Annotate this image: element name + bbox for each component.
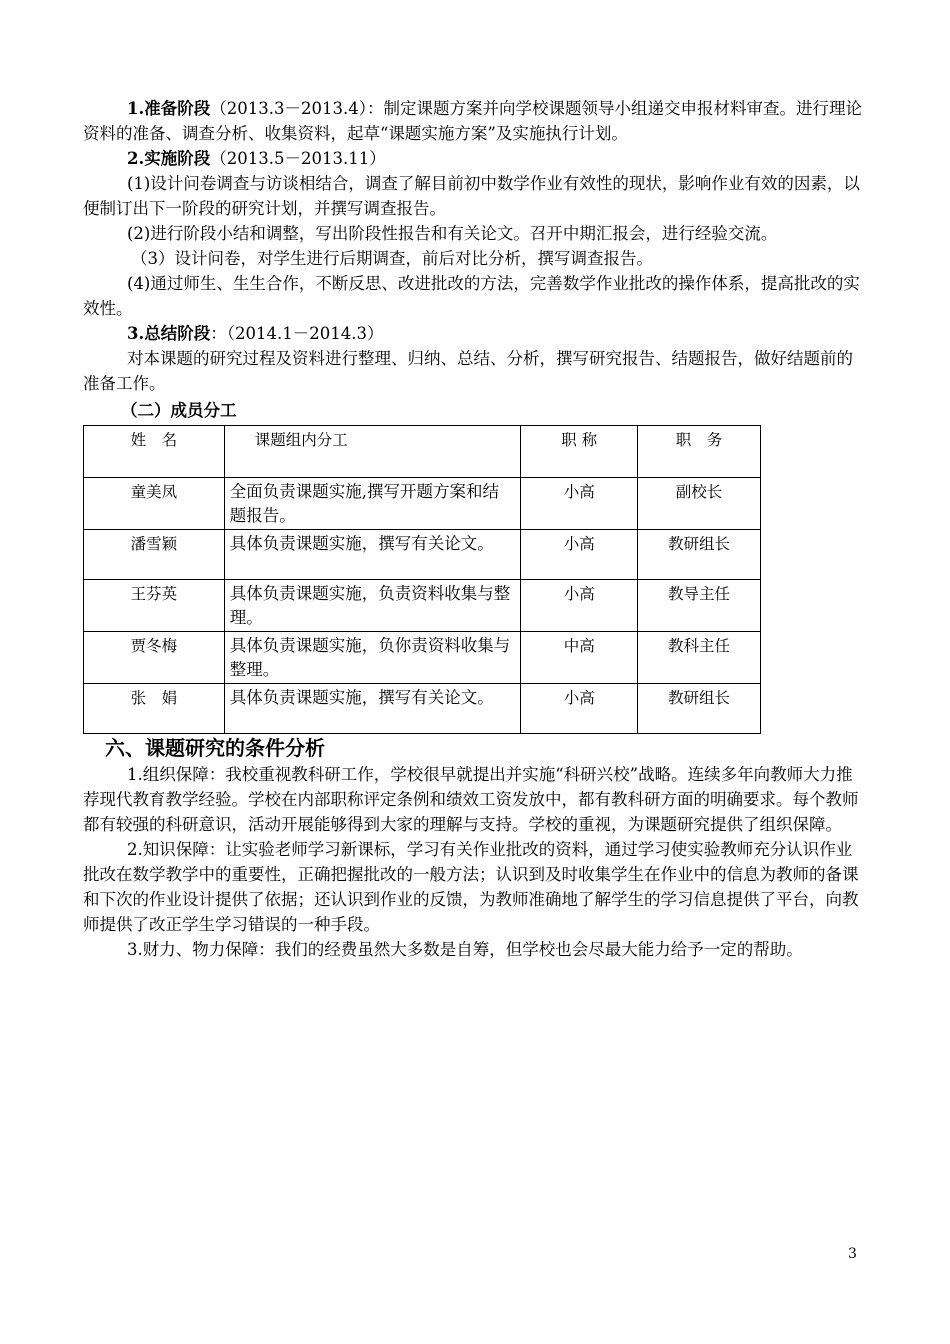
member-post: 教导主任 — [638, 580, 761, 632]
member-title: 小高 — [521, 530, 638, 580]
phase-2-heading — [83, 146, 863, 171]
table-row — [84, 684, 761, 734]
section-6-para-3: 3.财力、物力保障：我们的经费虽然大多数是自筹，但学校也会尽最大能力给予一定的帮助。 — [127, 940, 803, 959]
header-post: 职 务 — [638, 426, 761, 478]
phase-3-text: 对本课题的研究过程及资料进行整理、归纳、总结、分析，撰写研究报告、结题报告，做好结题前的准备工作。 — [83, 349, 853, 393]
phase-1-paragraph — [83, 96, 863, 146]
member-title: 小高 — [521, 684, 638, 734]
member-title: 小高 — [521, 478, 638, 530]
phase-2-item-1: (1)设计问卷调查与访谈相结合，调查了解目前初中数学作业有效性的现状，影响作业有效的因素，以便制订出下一阶段的研究计划，并撰写调查报告。 — [83, 174, 860, 218]
phase-3-range: ：（2014.1－2014.3） — [210, 324, 384, 343]
member-name: 王芬英 — [84, 580, 225, 632]
member-task: 具体负责课题实施，负你责资料收集与整理。 — [224, 632, 521, 684]
section-6-heading: 六、课题研究的条件分析 — [105, 736, 325, 760]
member-post: 副校长 — [638, 478, 761, 530]
member-title: 中高 — [521, 632, 638, 684]
member-task: 具体负责课题实施，负责资料收集与整理。 — [224, 580, 521, 632]
member-post: 教研组长 — [638, 530, 761, 580]
phase-2-item-3: （3）设计问卷，对学生进行后期调查，前后对比分析，撰写调查报告。 — [131, 249, 653, 268]
member-task: 具体负责课题实施，撰写有关论文。 — [224, 530, 521, 580]
member-post: 教科主任 — [638, 632, 761, 684]
table-header-row — [84, 426, 761, 478]
phase-2-item-2: (2)进行阶段小结和调整，写出阶段性报告和有关论文。召开中期汇报会，进行经验交流。 — [127, 224, 778, 243]
phase-2-title: 2.实施阶段 — [127, 149, 211, 168]
phase-1-title: 1.准备阶段 — [127, 99, 211, 118]
member-name: 张 娟 — [84, 684, 225, 734]
member-task: 全面负责课题实施,撰写开题方案和结题报告。 — [224, 478, 521, 530]
table-row — [84, 580, 761, 632]
header-title: 职 称 — [521, 426, 638, 478]
member-name: 潘雪颖 — [84, 530, 225, 580]
member-title: 小高 — [521, 580, 638, 632]
header-name: 姓 名 — [84, 426, 225, 478]
page-number: 3 — [848, 1246, 857, 1262]
members-heading: （二）成员分工 — [121, 401, 237, 420]
page-content — [83, 96, 863, 962]
table-row — [84, 632, 761, 684]
members-table — [83, 425, 761, 734]
phase-3-heading — [83, 321, 863, 346]
section-6-para-1: 1.组织保障：我校重视教科研工作，学校很早就提出并实施“科研兴校”战略。连续多年向教师大力推荐现代教育教学经验。学校在内部职称评定条例和绩效工资发放中，都有教科研方面的明确要求。每个教师都有较强的科研意识，活动开展能够得到大家的理解与支持。学校的重视，为课题研究提供了组织保障。 — [83, 765, 859, 834]
member-task: 具体负责课题实施，撰写有关论文。 — [224, 684, 521, 734]
section-6-para-2: 2.知识保障：让实验老师学习新课标，学习有关作业批改的资料，通过学习使实验教师充分认识作业批改在数学教学中的重要性，正确把握批改的一般方法；认识到及时收集学生在作业中的信息为教师的备课和下次的作业设计提供了依据；还认识到作业的反馈，为教师准确地了解学生的学习信息提供了平台，向教师提供了改正学生学习错误的一种手段。 — [83, 840, 859, 934]
member-post: 教研组长 — [638, 684, 761, 734]
phase-2-item-4: (4)通过师生、生生合作，不断反思、改进批改的方法，完善数学作业批改的操作体系，提高批改的实效性。 — [83, 274, 860, 318]
table-row — [84, 478, 761, 530]
phase-1-text: （2013.3－2013.4）：制定课题方案并向学校课题领导小组递交申报材料审查。进行理论资料的准备、调查分析、收集资料，起草“课题实施方案”及实施执行计划。 — [83, 99, 862, 143]
phase-2-range: （2013.5－2013.11） — [210, 149, 386, 168]
member-name: 童美凤 — [84, 478, 225, 530]
member-name: 贾冬梅 — [84, 632, 225, 684]
phase-3-title: 3.总结阶段 — [127, 324, 211, 343]
table-row — [84, 530, 761, 580]
header-task: 课题组内分工 — [224, 426, 521, 478]
